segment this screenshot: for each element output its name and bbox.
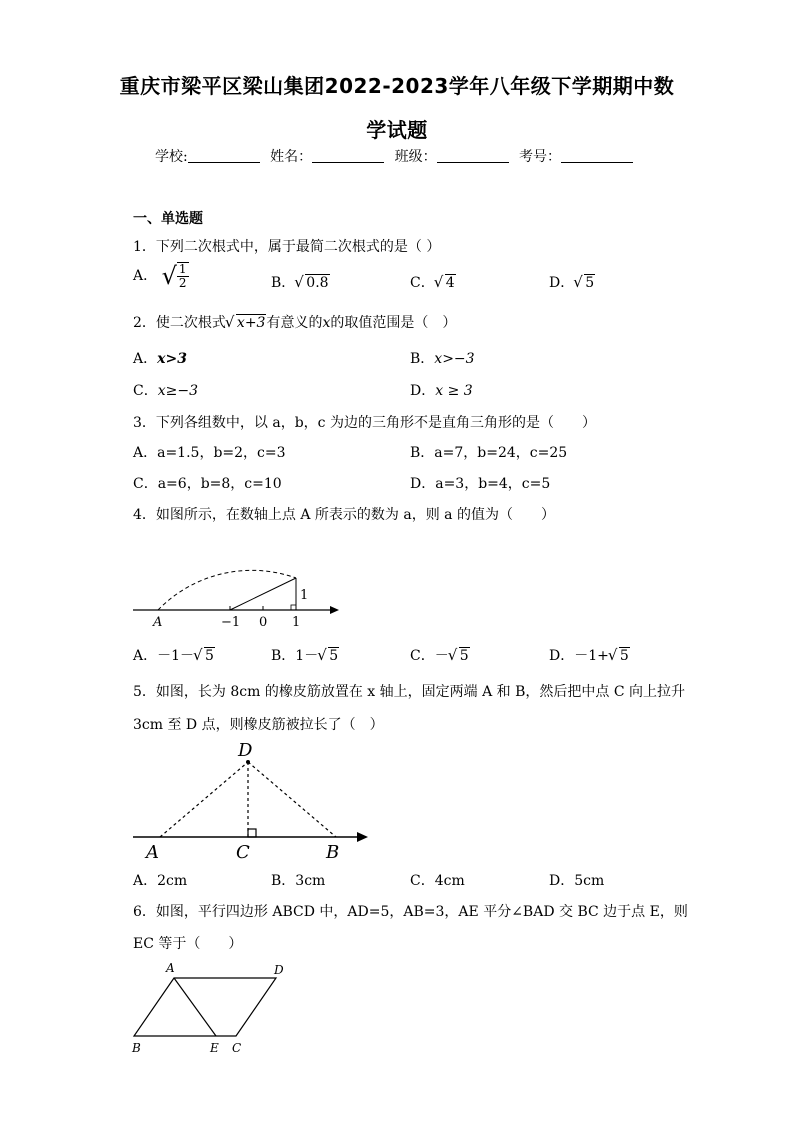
exam-title-line2: 学试题 — [366, 118, 428, 142]
q5-rubber-band-figure — [128, 738, 373, 863]
q1-stem: 1．下列二次根式中，属于最简二次根式的是（ ） — [133, 239, 441, 255]
q3-option-d: D．a=3，b=4，c=5 — [410, 476, 551, 492]
student-info-row — [0, 146, 794, 166]
q2-option-c: C．x≥−3 — [133, 383, 198, 399]
q4-stem: 4．如图所示，在数轴上点 A 所表示的数为 a，则 a 的值为（ ） — [133, 507, 555, 523]
q4-number-line-figure — [125, 528, 355, 632]
q4-hypotenuse — [230, 578, 296, 610]
q6-label-D: D — [274, 963, 284, 977]
q6-stem-line1: 6．如图，平行四边形 ABCD 中，AD=5，AB=3，AE 平分∠BAD 交 BC 边于点 E，则 — [133, 904, 688, 920]
q6-stem-line2: EC 等于（ ） — [133, 936, 243, 952]
q1-option-d: D．√ 5 — [549, 272, 595, 292]
q1-a-label: A． — [133, 268, 158, 284]
q3-option-c: C．a=6，b=8，c=10 — [133, 476, 282, 492]
q6-label-C: C — [232, 1041, 242, 1055]
q2-option-a: A．x>3 — [133, 351, 187, 367]
q4-option-d: D．－1+√ 5 — [549, 645, 630, 665]
q3-stem: 3．下列各组数中，以 a，b，c 为边的三角形不是直角三角形的是（ ） — [133, 415, 596, 431]
q5-option-b: B．3cm — [271, 873, 326, 889]
q3-option-b: B．a=7，b=24，c=25 — [410, 445, 568, 461]
q4-label-m1: −1 — [221, 615, 241, 630]
q5-right-angle-mark — [248, 829, 256, 837]
q5-option-c: C．4cm — [410, 873, 465, 889]
q6-label-B: B — [132, 1041, 141, 1055]
q4-right-angle-mark — [291, 605, 296, 610]
school-blank — [188, 148, 260, 163]
q2-stem: 2．使二次根式√ x+3有意义的x的取值范围是（ ） — [133, 312, 456, 332]
q6-parallelogram-figure — [128, 958, 293, 1060]
q5-label-A: A — [146, 842, 159, 863]
q4-dashed-arc — [158, 570, 296, 610]
q5-label-B: B — [326, 842, 340, 863]
q4-axis-arrow — [330, 606, 339, 614]
q2-option-b: B．x>−3 — [410, 351, 475, 367]
q3-option-a: A．a=1.5，b=2，c=3 — [133, 445, 286, 461]
q1-a-fraction: $\frac{1}{2}$ — [178, 262, 187, 290]
q1-option-a — [133, 262, 189, 290]
number-blank — [561, 148, 633, 163]
q4-label-0: 0 — [259, 615, 268, 630]
q5-label-D: D — [238, 740, 253, 761]
q4-option-a: A．－1－√ 5 — [133, 645, 215, 665]
q4-label-1: 1 — [292, 615, 301, 630]
q5-stem-line2: 3cm 至 D 点，则橡皮筋被拉长了（ ） — [133, 717, 384, 733]
q5-dashed-AD — [160, 762, 248, 837]
q4-option-c: C．－√ 5 — [410, 645, 470, 665]
class-label: 班级： — [394, 149, 437, 165]
q6-parallelogram — [134, 978, 276, 1036]
school-label: 学校: — [154, 149, 188, 165]
q6-segment-AE — [174, 978, 216, 1036]
q5-axis-arrow — [357, 832, 368, 842]
name-label: 姓名： — [270, 149, 313, 165]
q5-option-a: A．2cm — [133, 873, 188, 889]
q5-stem-line1: 5．如图，长为 8cm 的橡皮筋放置在 x 轴上，固定两端 A 和 B，然后把中点 C 向上拉升 — [133, 684, 685, 700]
q5-label-C: C — [236, 842, 250, 863]
q4-label-height: 1 — [300, 588, 309, 603]
q1-option-b: B．√ 0.8 — [271, 272, 330, 292]
section-heading: 一、单选题 — [133, 211, 203, 227]
name-blank — [312, 148, 384, 163]
q5-dashed-DB — [248, 762, 336, 837]
q6-label-A: A — [166, 961, 175, 975]
q5-option-d: D．5cm — [549, 873, 605, 889]
q1-option-c: C．√ 4 — [410, 272, 456, 292]
q4-option-b: B．1－√ 5 — [271, 645, 339, 665]
q6-label-E: E — [210, 1041, 219, 1055]
class-blank — [437, 148, 509, 163]
q4-label-A: A — [153, 615, 163, 630]
sqrt-sign: √ — [161, 262, 177, 290]
number-label: 考号： — [519, 149, 562, 165]
q2-option-d: D．x ≥ 3 — [410, 383, 473, 399]
exam-title-line1: 重庆市梁平区梁山集团2022-2023学年八年级下学期期中数 — [119, 74, 675, 98]
